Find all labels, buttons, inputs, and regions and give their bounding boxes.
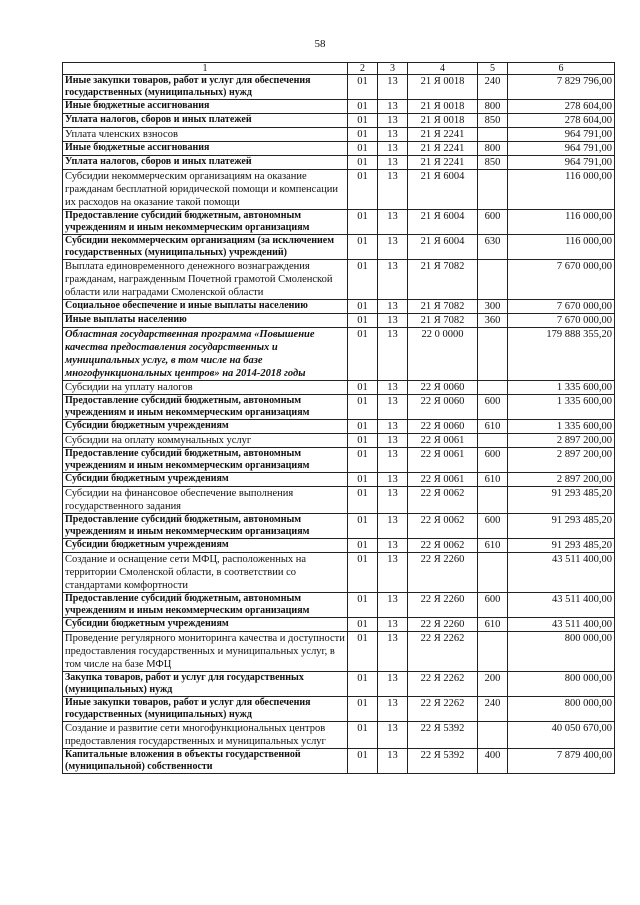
row-target-article-cell: 22 Я 2262 (408, 672, 478, 697)
row-expense-type-cell: 800 (478, 100, 508, 114)
row-target-article-cell: 21 Я 7082 (408, 260, 478, 300)
table-row (63, 722, 615, 749)
row-subsection-cell: 13 (378, 381, 408, 395)
column-header: 3 (378, 63, 408, 75)
row-name-cell: Субсидии некоммерческим организациям на оказание гражданам бесплатной юридической помощи и компенсации их расходов на оказание такой помощи (63, 170, 348, 210)
row-subsection-cell: 13 (378, 100, 408, 114)
row-subsection-cell: 13 (378, 156, 408, 170)
row-amount-cell: 964 791,00 (508, 156, 615, 170)
row-amount-cell: 964 791,00 (508, 128, 615, 142)
row-subsection-cell: 13 (378, 448, 408, 473)
row-expense-type-cell (478, 170, 508, 210)
row-expense-type-cell: 600 (478, 593, 508, 618)
table-row (63, 632, 615, 672)
table-row (63, 749, 615, 774)
row-amount-cell: 800 000,00 (508, 672, 615, 697)
row-expense-type-cell: 850 (478, 114, 508, 128)
table-row (63, 156, 615, 170)
row-name-cell: Создание и оснащение сети МФЦ, расположенных на территории Смоленской области, в соответствии со стандартами комфортности (63, 553, 348, 593)
row-name-cell: Предоставление субсидий бюджетным, автономным учреждениям и иным некоммерческим организациям (63, 210, 348, 235)
row-name-cell: Иные закупки товаров, работ и услуг для обеспечения государственных (муниципальных) нужд (63, 75, 348, 100)
row-expense-type-cell: 200 (478, 672, 508, 697)
row-section-cell: 01 (348, 75, 378, 100)
table-row (63, 697, 615, 722)
table-row (63, 593, 615, 618)
table-row (63, 114, 615, 128)
table-row (63, 314, 615, 328)
row-target-article-cell: 21 Я 0018 (408, 100, 478, 114)
row-subsection-cell: 13 (378, 672, 408, 697)
row-subsection-cell: 13 (378, 618, 408, 632)
row-amount-cell: 43 511 400,00 (508, 593, 615, 618)
row-subsection-cell: 13 (378, 114, 408, 128)
row-target-article-cell: 21 Я 0018 (408, 114, 478, 128)
row-subsection-cell: 13 (378, 434, 408, 448)
row-target-article-cell: 21 Я 6004 (408, 235, 478, 260)
row-section-cell: 01 (348, 553, 378, 593)
row-name-cell: Уплата членских взносов (63, 128, 348, 142)
row-name-cell: Иные закупки товаров, работ и услуг для обеспечения государственных (муниципальных) нужд (63, 697, 348, 722)
row-target-article-cell: 21 Я 7082 (408, 314, 478, 328)
row-amount-cell: 800 000,00 (508, 697, 615, 722)
row-name-cell: Проведение регулярного мониторинга качества и доступности предоставления государственных и муниципальных услуг, в том числе на базе МФЦ (63, 632, 348, 672)
table-row (63, 434, 615, 448)
row-name-cell: Субсидии бюджетным учреждениям (63, 420, 348, 434)
row-name-cell: Закупка товаров, работ и услуг для государственных (муниципальных) нужд (63, 672, 348, 697)
table-header-row (63, 63, 615, 75)
table-row (63, 473, 615, 487)
row-target-article-cell: 22 Я 0060 (408, 395, 478, 420)
row-amount-cell: 43 511 400,00 (508, 618, 615, 632)
table-body (63, 75, 615, 774)
row-section-cell: 01 (348, 697, 378, 722)
row-name-cell: Субсидии бюджетным учреждениям (63, 539, 348, 553)
column-header: 6 (508, 63, 615, 75)
row-subsection-cell: 13 (378, 420, 408, 434)
row-subsection-cell: 13 (378, 314, 408, 328)
column-header: 2 (348, 63, 378, 75)
row-target-article-cell: 22 Я 2260 (408, 618, 478, 632)
row-name-cell: Субсидии некоммерческим организациям (за исключением государственных (муниципальных) учреждений) (63, 235, 348, 260)
row-amount-cell: 7 670 000,00 (508, 314, 615, 328)
row-target-article-cell: 22 Я 2260 (408, 553, 478, 593)
row-expense-type-cell (478, 128, 508, 142)
row-amount-cell: 7 829 796,00 (508, 75, 615, 100)
row-name-cell: Создание и развитие сети многофункциональных центров предоставления государственных и муниципальных услуг (63, 722, 348, 749)
row-amount-cell: 278 604,00 (508, 100, 615, 114)
row-expense-type-cell: 600 (478, 395, 508, 420)
row-amount-cell: 1 335 600,00 (508, 381, 615, 395)
row-subsection-cell: 13 (378, 170, 408, 210)
row-section-cell: 01 (348, 420, 378, 434)
row-name-cell: Иные бюджетные ассигнования (63, 142, 348, 156)
row-subsection-cell: 13 (378, 260, 408, 300)
row-section-cell: 01 (348, 100, 378, 114)
row-name-cell: Субсидии бюджетным учреждениям (63, 618, 348, 632)
table-row (63, 553, 615, 593)
table-row (63, 100, 615, 114)
table-row (63, 672, 615, 697)
row-section-cell: 01 (348, 260, 378, 300)
row-target-article-cell: 21 Я 6004 (408, 170, 478, 210)
row-amount-cell: 116 000,00 (508, 170, 615, 210)
row-amount-cell: 7 670 000,00 (508, 300, 615, 314)
row-expense-type-cell: 630 (478, 235, 508, 260)
table-row (63, 514, 615, 539)
row-name-cell: Субсидии на финансовое обеспечение выполнения государственного задания (63, 487, 348, 514)
row-expense-type-cell: 800 (478, 142, 508, 156)
row-amount-cell: 91 293 485,20 (508, 539, 615, 553)
row-target-article-cell: 22 Я 0061 (408, 448, 478, 473)
row-subsection-cell: 13 (378, 593, 408, 618)
row-amount-cell: 1 335 600,00 (508, 420, 615, 434)
row-name-cell: Субсидии на уплату налогов (63, 381, 348, 395)
row-amount-cell: 800 000,00 (508, 632, 615, 672)
row-expense-type-cell (478, 553, 508, 593)
row-expense-type-cell: 400 (478, 749, 508, 774)
row-target-article-cell: 21 Я 2241 (408, 128, 478, 142)
row-section-cell: 01 (348, 395, 378, 420)
row-expense-type-cell: 360 (478, 314, 508, 328)
row-section-cell: 01 (348, 514, 378, 539)
table-row (63, 142, 615, 156)
row-section-cell: 01 (348, 142, 378, 156)
row-target-article-cell: 22 Я 0060 (408, 420, 478, 434)
row-target-article-cell: 22 Я 5392 (408, 749, 478, 774)
row-target-article-cell: 21 Я 2241 (408, 142, 478, 156)
row-target-article-cell: 21 Я 7082 (408, 300, 478, 314)
page-number: 58 (314, 38, 326, 50)
row-expense-type-cell: 610 (478, 618, 508, 632)
row-subsection-cell: 13 (378, 473, 408, 487)
row-amount-cell: 2 897 200,00 (508, 434, 615, 448)
row-target-article-cell: 22 0 0000 (408, 328, 478, 381)
row-expense-type-cell (478, 328, 508, 381)
budget-table (62, 62, 615, 774)
row-subsection-cell: 13 (378, 395, 408, 420)
row-section-cell: 01 (348, 328, 378, 381)
row-amount-cell: 7 879 400,00 (508, 749, 615, 774)
row-subsection-cell: 13 (378, 553, 408, 593)
row-target-article-cell: 21 Я 0018 (408, 75, 478, 100)
row-subsection-cell: 13 (378, 210, 408, 235)
row-expense-type-cell: 850 (478, 156, 508, 170)
table-row (63, 395, 615, 420)
row-expense-type-cell (478, 722, 508, 749)
row-subsection-cell: 13 (378, 235, 408, 260)
row-amount-cell: 116 000,00 (508, 210, 615, 235)
row-expense-type-cell (478, 434, 508, 448)
column-header: 4 (408, 63, 478, 75)
table-row (63, 75, 615, 100)
row-subsection-cell: 13 (378, 128, 408, 142)
table-row (63, 300, 615, 314)
row-amount-cell: 7 670 000,00 (508, 260, 615, 300)
row-expense-type-cell: 600 (478, 210, 508, 235)
row-amount-cell: 40 050 670,00 (508, 722, 615, 749)
row-amount-cell: 2 897 200,00 (508, 448, 615, 473)
table-row (63, 618, 615, 632)
row-name-cell: Предоставление субсидий бюджетным, автономным учреждениям и иным некоммерческим организациям (63, 448, 348, 473)
column-header: 5 (478, 63, 508, 75)
row-target-article-cell: 22 Я 5392 (408, 722, 478, 749)
row-target-article-cell: 21 Я 6004 (408, 210, 478, 235)
row-target-article-cell: 22 Я 0061 (408, 434, 478, 448)
row-target-article-cell: 22 Я 0060 (408, 381, 478, 395)
row-name-cell: Иные бюджетные ассигнования (63, 100, 348, 114)
row-name-cell: Предоставление субсидий бюджетным, автономным учреждениям и иным некоммерческим организациям (63, 593, 348, 618)
row-subsection-cell: 13 (378, 697, 408, 722)
row-name-cell: Капитальные вложения в объекты государственной (муниципальной) собственности (63, 749, 348, 774)
row-expense-type-cell (478, 487, 508, 514)
row-name-cell: Предоставление субсидий бюджетным, автономным учреждениям и иным некоммерческим организациям (63, 395, 348, 420)
row-section-cell: 01 (348, 618, 378, 632)
row-section-cell: 01 (348, 672, 378, 697)
table-row (63, 448, 615, 473)
row-section-cell: 01 (348, 473, 378, 487)
table-row (63, 328, 615, 381)
row-amount-cell: 1 335 600,00 (508, 395, 615, 420)
row-name-cell: Уплата налогов, сборов и иных платежей (63, 156, 348, 170)
row-subsection-cell: 13 (378, 300, 408, 314)
row-target-article-cell: 22 Я 2262 (408, 697, 478, 722)
row-name-cell: Областная государственная программа «Повышение качества предоставления государственных и муниципальных услуг, в том числе на базе многофункциональных центров» на 2014-2018 годы (63, 328, 348, 381)
row-subsection-cell: 13 (378, 514, 408, 539)
row-amount-cell: 43 511 400,00 (508, 553, 615, 593)
row-subsection-cell: 13 (378, 539, 408, 553)
row-name-cell: Субсидии бюджетным учреждениям (63, 473, 348, 487)
row-amount-cell: 91 293 485,20 (508, 487, 615, 514)
row-expense-type-cell: 240 (478, 697, 508, 722)
row-section-cell: 01 (348, 434, 378, 448)
row-target-article-cell: 22 Я 0062 (408, 487, 478, 514)
row-subsection-cell: 13 (378, 749, 408, 774)
row-target-article-cell: 22 Я 0062 (408, 514, 478, 539)
row-amount-cell: 278 604,00 (508, 114, 615, 128)
row-expense-type-cell: 610 (478, 539, 508, 553)
row-name-cell: Выплата единовременного денежного вознаграждения гражданам, награжденным Почетной грамотой Смоленской области или наградами Смоленской области (63, 260, 348, 300)
row-target-article-cell: 22 Я 2262 (408, 632, 478, 672)
row-amount-cell: 964 791,00 (508, 142, 615, 156)
row-amount-cell: 2 897 200,00 (508, 473, 615, 487)
row-expense-type-cell (478, 381, 508, 395)
table-row (63, 381, 615, 395)
row-section-cell: 01 (348, 632, 378, 672)
table-row (63, 487, 615, 514)
row-subsection-cell: 13 (378, 75, 408, 100)
row-target-article-cell: 22 Я 0062 (408, 539, 478, 553)
row-section-cell: 01 (348, 539, 378, 553)
row-section-cell: 01 (348, 300, 378, 314)
row-amount-cell: 179 888 355,20 (508, 328, 615, 381)
row-section-cell: 01 (348, 156, 378, 170)
table-row (63, 170, 615, 210)
row-subsection-cell: 13 (378, 328, 408, 381)
row-section-cell: 01 (348, 487, 378, 514)
row-target-article-cell: 22 Я 0061 (408, 473, 478, 487)
row-section-cell: 01 (348, 170, 378, 210)
row-expense-type-cell: 300 (478, 300, 508, 314)
row-expense-type-cell: 600 (478, 448, 508, 473)
row-name-cell: Субсидии на оплату коммунальных услуг (63, 434, 348, 448)
row-section-cell: 01 (348, 593, 378, 618)
column-header: 1 (63, 63, 348, 75)
row-amount-cell: 116 000,00 (508, 235, 615, 260)
row-subsection-cell: 13 (378, 142, 408, 156)
row-expense-type-cell: 600 (478, 514, 508, 539)
row-section-cell: 01 (348, 210, 378, 235)
row-target-article-cell: 22 Я 2260 (408, 593, 478, 618)
row-expense-type-cell: 240 (478, 75, 508, 100)
table-row (63, 210, 615, 235)
row-subsection-cell: 13 (378, 722, 408, 749)
row-section-cell: 01 (348, 235, 378, 260)
row-section-cell: 01 (348, 722, 378, 749)
row-section-cell: 01 (348, 381, 378, 395)
table-row (63, 235, 615, 260)
row-name-cell: Предоставление субсидий бюджетным, автономным учреждениям и иным некоммерческим организациям (63, 514, 348, 539)
row-subsection-cell: 13 (378, 487, 408, 514)
row-name-cell: Иные выплаты населению (63, 314, 348, 328)
table-row (63, 539, 615, 553)
row-expense-type-cell: 610 (478, 473, 508, 487)
table-row (63, 420, 615, 434)
row-target-article-cell: 21 Я 2241 (408, 156, 478, 170)
table-row (63, 128, 615, 142)
row-expense-type-cell (478, 260, 508, 300)
row-section-cell: 01 (348, 128, 378, 142)
row-expense-type-cell: 610 (478, 420, 508, 434)
row-amount-cell: 91 293 485,20 (508, 514, 615, 539)
row-name-cell: Уплата налогов, сборов и иных платежей (63, 114, 348, 128)
table-row (63, 260, 615, 300)
row-section-cell: 01 (348, 114, 378, 128)
row-name-cell: Социальное обеспечение и иные выплаты населению (63, 300, 348, 314)
row-section-cell: 01 (348, 448, 378, 473)
row-expense-type-cell (478, 632, 508, 672)
row-section-cell: 01 (348, 314, 378, 328)
row-section-cell: 01 (348, 749, 378, 774)
row-subsection-cell: 13 (378, 632, 408, 672)
